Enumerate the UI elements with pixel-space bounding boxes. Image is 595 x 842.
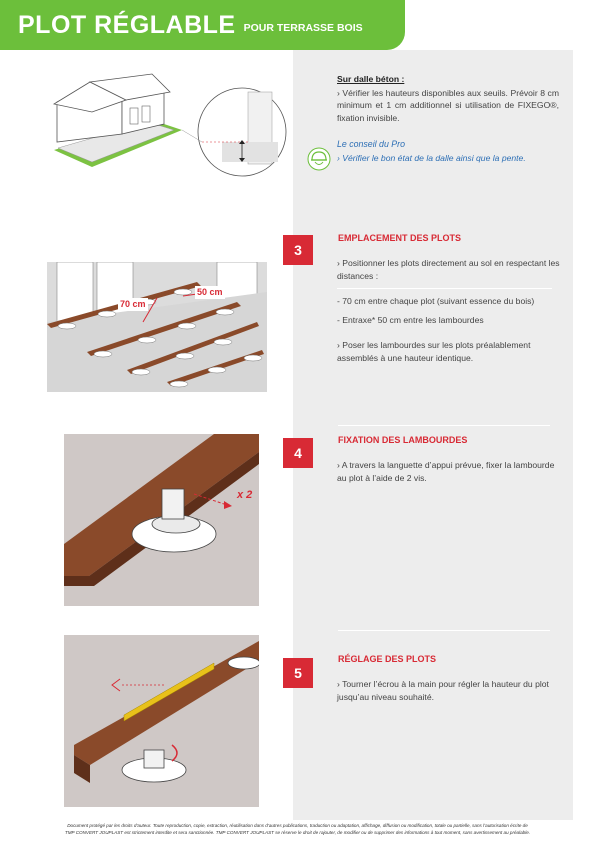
page-subtitle: POUR TERRASSE BOIS <box>243 22 363 34</box>
step-4-title: FIXATION DES LAMBOURDES <box>338 435 468 445</box>
step-3-p4: › Poser les lambourdes sur les plots préalablement assemblés à une hauteur identique. <box>337 340 531 363</box>
step-4-divider <box>338 425 550 426</box>
step-5-p1: › Tourner l’écrou à la main pour régler la hauteur du plot jusqu’au niveau souhaité. <box>337 679 549 702</box>
helmet-icon <box>307 147 331 176</box>
step-5-title: RÉGLAGE DES PLOTS <box>338 654 437 664</box>
step-4-badge: 4 <box>283 438 313 468</box>
intro-heading: Sur dalle béton : <box>337 74 405 84</box>
step-3-p2: - 70 cm entre chaque plot (suivant essence du bois) <box>337 296 535 306</box>
level-illustration <box>64 635 259 807</box>
pro-tip-title: Le conseil du Pro <box>337 139 405 149</box>
screw-label-x2: x 2 <box>237 489 253 501</box>
page-title: PLOT RÉGLABLE <box>18 10 236 39</box>
step-3-p1: › Positionner les plots directement au sol en respectant les distances : <box>337 258 560 281</box>
copyright-footer <box>0 822 595 836</box>
deck-illustration <box>47 262 267 392</box>
step-4-text <box>337 459 559 490</box>
intro-block <box>337 73 559 170</box>
intro-text: › Vérifier les hauteurs disponibles aux seuils. Prévoir 8 cm minimum et 1 cm additionnel si utilisation de FIXEGO®, fixation invisible. <box>337 87 559 123</box>
step-5-badge: 5 <box>283 658 313 688</box>
step-3-p3: - Entraxe* 50 cm entre les lambourdes <box>337 314 484 325</box>
pro-tip-text: › Vérifier le bon état de la dalle ainsi que la pente. <box>337 152 526 163</box>
step-5-text <box>337 678 559 709</box>
step-4-p1: › A travers la languette d’appui prévue, fixer la lambourde au plot à l’aide de 2 vis. <box>337 460 555 483</box>
step-3-divider <box>337 288 552 289</box>
house-illustration <box>52 72 288 182</box>
screw-illustration <box>64 434 259 606</box>
footer-line-1: Document protégé par les droits d’auteur. Toute reproduction, copie, extraction, réutilisation dans d’autres publications, traduction ou adaptation, affichage, diffusion ou modification, totale ou partielle, sans l’autorisation écrite de <box>67 823 528 828</box>
page-header <box>0 0 405 50</box>
step-3-text <box>337 257 561 370</box>
step-5-divider <box>338 630 550 631</box>
deck-label-70: 70 cm <box>120 299 146 309</box>
footer-line-2: TMP CONVERT JOUPLAST est strictement interdite et sera sanctionnée. TMP CONVERT JOUPLAST se réserve le droit de rajouter, de modifier ou de supprimer des informations à tout moment, sans avertissement au préalable. <box>64 830 531 835</box>
step-3-badge: 3 <box>283 235 313 265</box>
step-3-title: EMPLACEMENT DES PLOTS <box>338 233 462 243</box>
deck-label-50: 50 cm <box>197 287 223 297</box>
